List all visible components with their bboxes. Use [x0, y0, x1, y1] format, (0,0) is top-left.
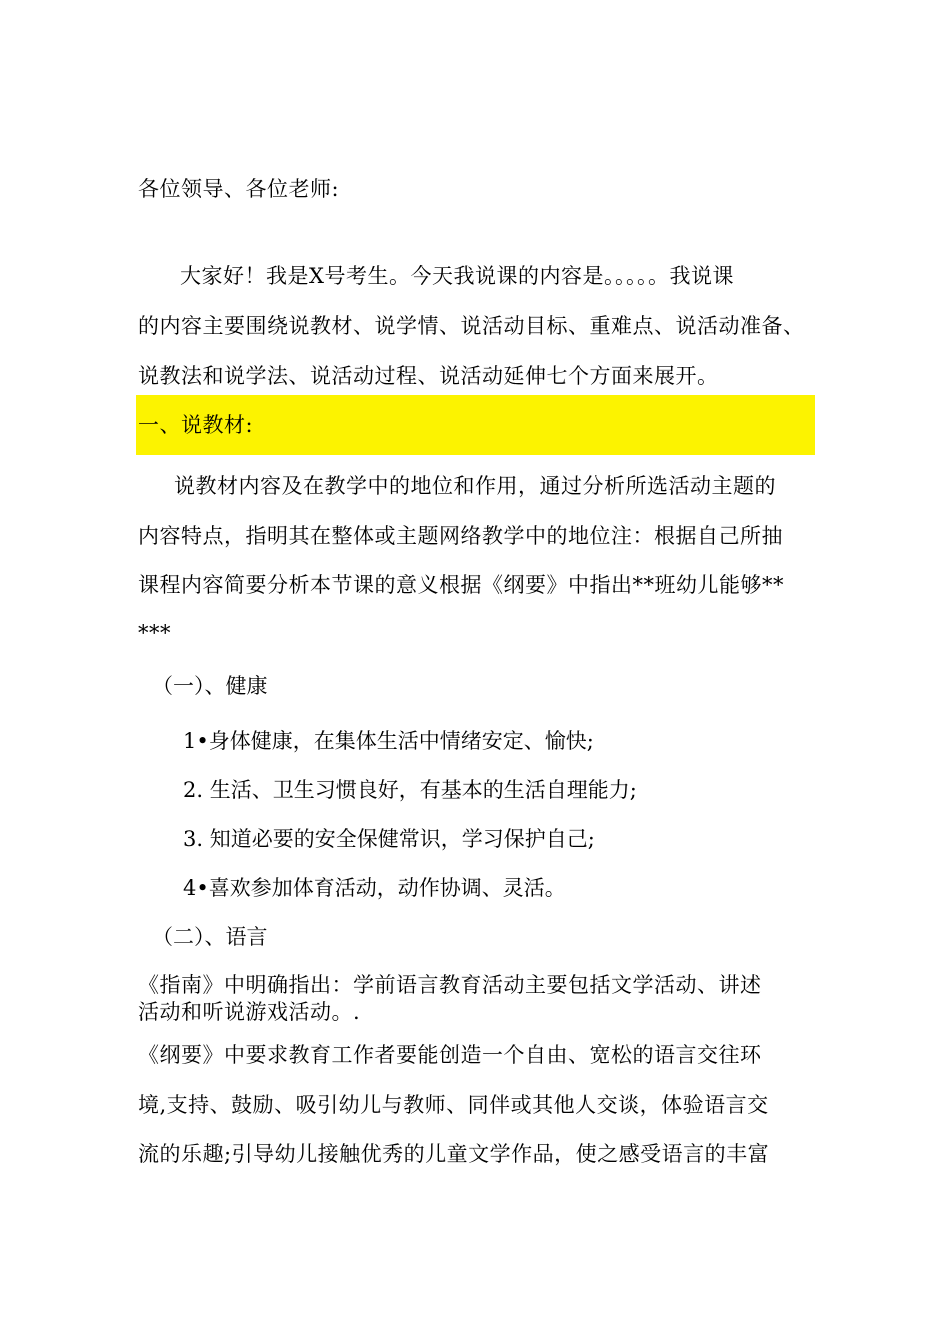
section-heading: 一、说教材: — [138, 413, 254, 437]
health-item: 3. 知道必要的安全保健常识，学习保护自己; — [183, 827, 595, 851]
outline-line: 流的乐趣;引导幼儿接触优秀的儿童文学作品，使之感受语言的丰富 — [138, 1142, 770, 1166]
guide-line: 活动和听说游戏活动。. — [138, 1000, 361, 1024]
intro-line: 说教法和说学法、说活动过程、说活动延伸七个方面来展开。 — [138, 364, 719, 388]
health-item: 2. 生活、卫生习惯良好，有基本的生活自理能力; — [183, 778, 637, 802]
guide-line: 《指南》中明确指出：学前语言教育活动主要包括文学活动、讲述 — [138, 973, 762, 997]
health-item: 1•身体健康，在集体生活中情绪安定、愉快; — [183, 729, 594, 753]
intro-line: 大家好！我是X号考生。今天我说课的内容是。。。。。我说课 — [180, 264, 734, 288]
section-body-line: 内容特点，指明其在整体或主题网络教学中的地位注：根据自己所抽 — [138, 524, 783, 548]
section-body-line: 课程内容简要分析本节课的意义根据《纲要》中指出**班幼儿能够** — [138, 573, 784, 597]
health-heading: （一）、健康 — [152, 674, 268, 698]
intro-line: 的内容主要围绕说教材、说学情、说活动目标、重难点、说活动准备、 — [138, 314, 805, 338]
section-body-line: 说教材内容及在教学中的地位和作用，通过分析所选活动主题的 — [174, 474, 776, 498]
health-item: 4•喜欢参加体育活动，动作协调、灵活。 — [183, 876, 566, 900]
greeting: 各位领导、各位老师: — [138, 177, 340, 201]
language-heading: （二）、语言 — [152, 925, 268, 949]
outline-line: 境,支持、鼓励、吸引幼儿与教师、同伴或其他人交谈，体验语言交 — [138, 1093, 769, 1117]
section-body-line: *** — [138, 621, 171, 645]
outline-line: 《纲要》中要求教育工作者要能创造一个自由、宽松的语言交往环 — [138, 1043, 762, 1067]
